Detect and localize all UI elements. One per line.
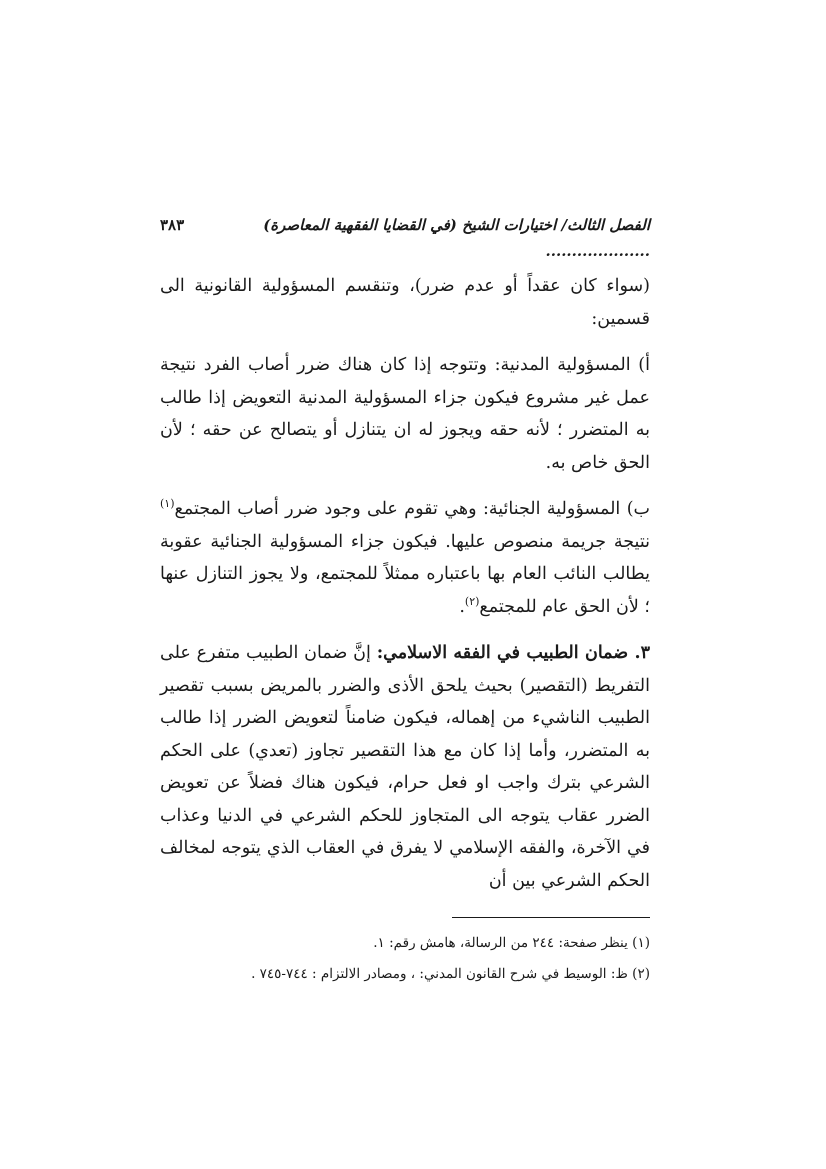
page-number: ٣٨٣ bbox=[160, 216, 185, 234]
criminal-liability-paragraph bbox=[160, 493, 650, 623]
footnote-ref-1[interactable]: (١) bbox=[160, 497, 175, 511]
intro-paragraph: (سواء كان عقداً أو عدم ضرر)، وتنقسم المسؤولية القانونية الى قسمين: bbox=[160, 276, 650, 329]
section-3-heading: ٣. ضمان الطبيب في الفقه الاسلامي: bbox=[376, 643, 650, 663]
running-header bbox=[160, 212, 650, 264]
header-title: الفصل الثالث/ اختيارات الشيخ (في القضايا الفقهية المعاصرة) .................... bbox=[263, 216, 650, 260]
section-3-paragraph bbox=[160, 637, 650, 897]
book-page bbox=[160, 212, 650, 992]
footnote-1: (١) ينظر صفحة: ٢٤٤ من الرسالة، هامش رقم: ١. bbox=[373, 935, 650, 951]
criminal-text-end: . bbox=[459, 596, 465, 617]
footnote-ref-2[interactable]: (٢) bbox=[464, 594, 480, 608]
footnote-2: (٢) ظ: الوسيط في شرح القانون المدني: ، ومصادر الالتزام : ٧٤٤-٧٤٥ . bbox=[251, 966, 650, 982]
footnote-divider bbox=[452, 917, 650, 918]
criminal-text-part2: نتيجة جريمة منصوص عليها. فيكون جزاء المسؤولية الجنائية عقوبة يطالب النائب العام بها باعتباره ممثلاً للمجتمع، ولا يجوز التنازل عنها ؛ لأن الحق عام للمجتمع bbox=[160, 531, 650, 617]
criminal-text-part1: ب) المسؤولية الجنائية: وهي تقوم على وجود ضرر أصاب المجتمع bbox=[174, 499, 650, 519]
section-3-text: إنَّ ضمان الطبيب متفرع على التفريط (التقصير) بحيث يلحق الأذى والضرر بالمريض بسبب تقصير الطبيب الناشيء من إهماله، فيكون ضامناً لتعويض الضرر إذا طالب به المتضرر، وأما إذا كان مع هذا التقصير تجاوز (تعدي) على الحكم الشرعي بترك واجب او فعل حرام، فيكون هناك فضلاً عن تعويض الضرر عقاب يتوجه الى المتجاوز للحكم الشرعي في الدنيا وعذاب في الآخرة، والفقه الإسلامي لا يفرق في العقاب الذي يتوجه لمخالف الحكم الشرعي بين أن bbox=[160, 643, 650, 891]
civil-liability-paragraph: أ) المسؤولية المدنية: وتتوجه إذا كان هناك ضرر أصاب الفرد نتيجة عمل غير مشروع فيكون جزاء المسؤولية المدنية التعويض إذا طالب به المتضرر ؛ لأنه حقه ويجوز له ان يتنازل أو يتصالح عن حقه ؛ لأن الحق خاص به. bbox=[160, 355, 650, 473]
footnotes bbox=[160, 930, 650, 987]
